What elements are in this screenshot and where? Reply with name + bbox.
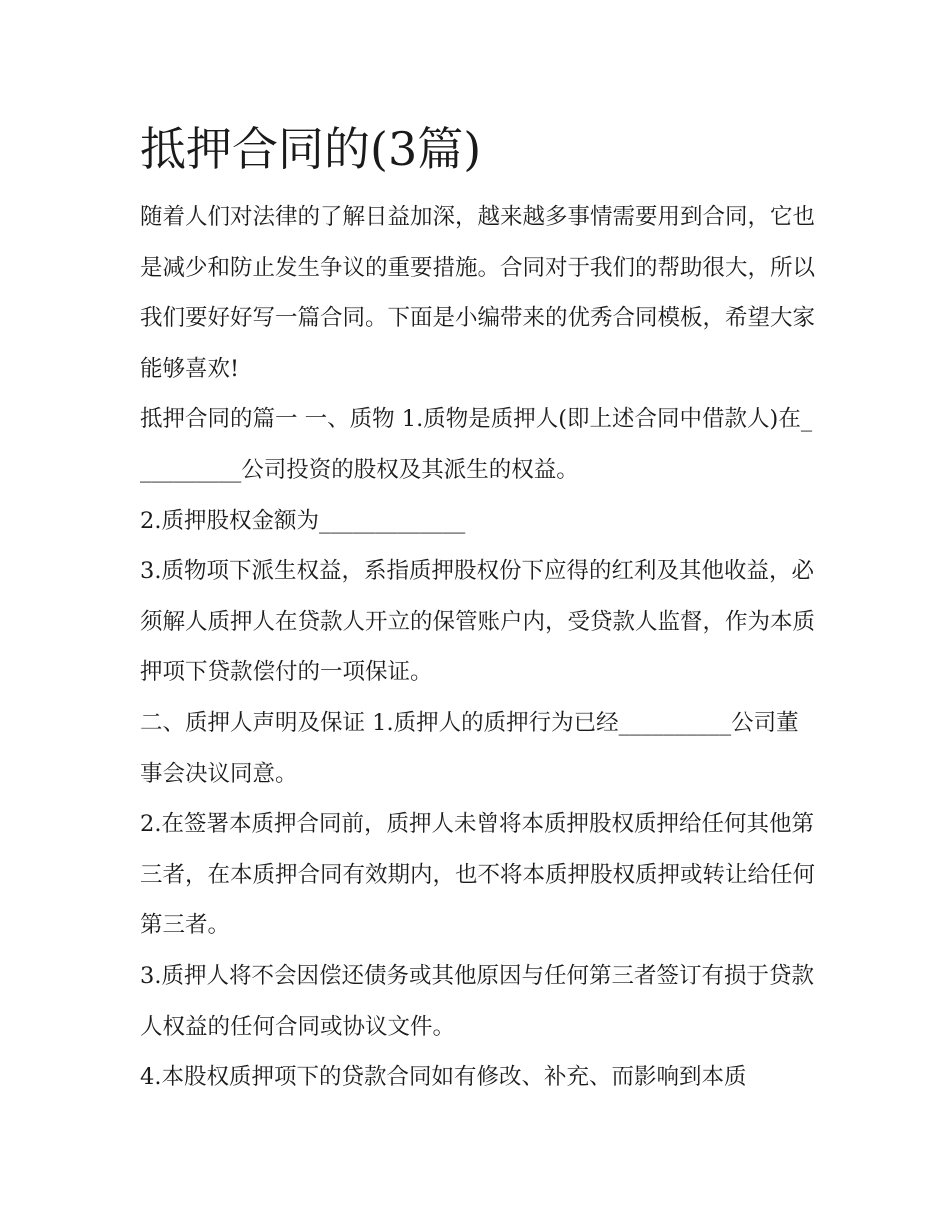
paragraph-section-1-item-2: 2.质押股权金额为_____________ — [140, 507, 466, 534]
document-title: 抵押合同的(3篇) — [140, 122, 482, 176]
document-body — [140, 118, 820, 1103]
paragraph-intro: 随着人们对法律的了解日益加深，越来越多事情需要用到合同，它也是减少和防止发生争议的重要措施。合同对于我们的帮助很大，所以我们要好好写一篇合同。下面是小编带来的优秀合同模板，希望大家能够喜欢! — [140, 204, 816, 382]
paragraph-section-1-item-1: 抵押合同的篇一 一、质物 1.质物是质押人(即上述合同中借款人)在__________公司投资的股权及其派生的权益。 — [140, 406, 813, 483]
paragraph-section-2-item-1: 二、质押人声明及保证 1.质押人的质押行为已经__________公司董事会决议同意。 — [140, 709, 799, 787]
paragraph-section-2-item-3: 3.质押人将不会因偿还债务或其他原因与任何第三者签订有损于贷款人权益的任何合同或协议文件。 — [140, 962, 814, 1040]
paragraph-section-1-item-3: 3.质物项下派生权益，系指质押股权份下应得的红利及其他收益，必须解人质押人在贷款人开立的保管账户内，受贷款人监督，作为本质押项下贷款偿付的一项保证。 — [140, 558, 816, 686]
paragraph-section-2-item-2: 2.在签署本质押合同前，质押人未曾将本质押股权质押给任何其他第三者，在本质押合同有效期内，也不将本质押股权质押或转让给任何第三者。 — [140, 811, 816, 939]
paragraph-section-2-item-4: 4.本股权质押项下的贷款合同如有修改、补充、而影响到本质 — [140, 1064, 747, 1091]
